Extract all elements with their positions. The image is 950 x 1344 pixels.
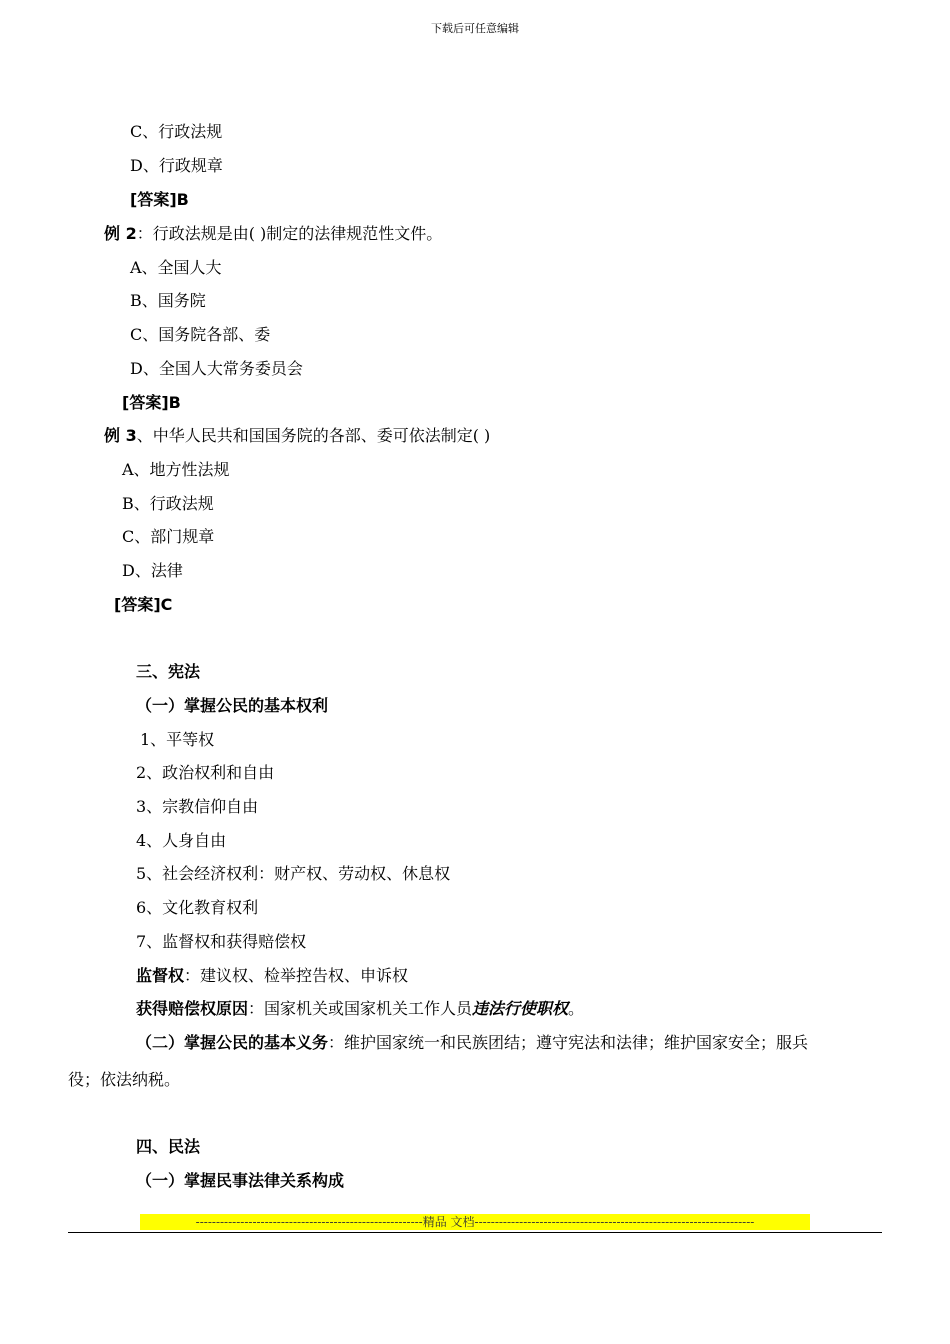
q1-answer: [答案]B	[130, 190, 189, 209]
q3-option-a: A、地方性法规	[122, 460, 230, 479]
right-item-6: 6、文化教育权利	[136, 898, 259, 917]
compensation-line	[136, 999, 584, 1019]
supervision-label: 监督权	[136, 966, 185, 985]
q1-option-d: D、行政规章	[130, 156, 223, 175]
section-3-sub1: （一）掌握公民的基本权利	[136, 696, 329, 715]
right-item-5: 5、社会经济权利：财产权、劳动权、休息权	[136, 864, 451, 883]
q2-text: ：行政法规是由( )制定的法律规范性文件。	[136, 224, 443, 243]
duties-label: （二）掌握公民的基本义务	[136, 1033, 329, 1052]
supervision-text: ：建议权、检举控告权、申诉权	[184, 966, 409, 985]
duties-text: ：维护国家统一和民族团结；遵守宪法和法律；维护国家安全；服兵	[328, 1033, 809, 1052]
section-4-sub1: （一）掌握民事法律关系构成	[136, 1171, 345, 1190]
q2-answer: [答案]B	[122, 393, 181, 412]
right-item-3: 3、宗教信仰自由	[136, 797, 259, 816]
q2-label: 例 2	[104, 224, 137, 243]
q2-option-b: B、国务院	[130, 291, 206, 310]
compensation-text: ：国家机关或国家机关工作人员	[248, 999, 473, 1018]
duties-continuation: 役；依法纳税。	[68, 1070, 181, 1089]
compensation-end: 。	[568, 999, 585, 1018]
q3-answer: [答案]C	[114, 595, 173, 614]
q3-label: 例 3	[104, 426, 137, 445]
right-item-1: 1、平等权	[140, 730, 215, 749]
q1-option-c: C、行政法规	[130, 122, 223, 141]
q3-option-b: B、行政法规	[122, 494, 214, 513]
compensation-label: 获得赔偿权原因	[136, 999, 249, 1018]
page-header: 下载后可任意编辑	[431, 22, 519, 35]
section-3-title: 三、宪法	[136, 662, 201, 681]
q2-option-a: A、全国人大	[130, 258, 222, 277]
q2-option-c: C、国务院各部、委	[130, 325, 271, 344]
q3-option-d: D、法律	[122, 561, 183, 580]
q2-option-d: D、全国人大常务委员会	[130, 359, 303, 378]
compensation-emphasis: 违法行使职权	[472, 999, 569, 1018]
q3-question	[104, 426, 490, 446]
q3-text: 、中华人民共和国国务院的各部、委可依法制定( )	[136, 426, 491, 445]
duties-line	[136, 1033, 808, 1053]
right-item-2: 2、政治权利和自由	[136, 763, 275, 782]
footer-divider	[68, 1232, 882, 1233]
footer-banner: --------------------------------------------------------精品 文档---------------------------------------------------------------------	[140, 1214, 810, 1230]
q2-question	[104, 224, 442, 244]
q3-option-c: C、部门规章	[122, 527, 215, 546]
right-item-7: 7、监督权和获得赔偿权	[136, 932, 307, 951]
section-4-title: 四、民法	[136, 1137, 201, 1156]
right-item-4: 4、人身自由	[136, 831, 227, 850]
supervision-line	[136, 966, 408, 986]
